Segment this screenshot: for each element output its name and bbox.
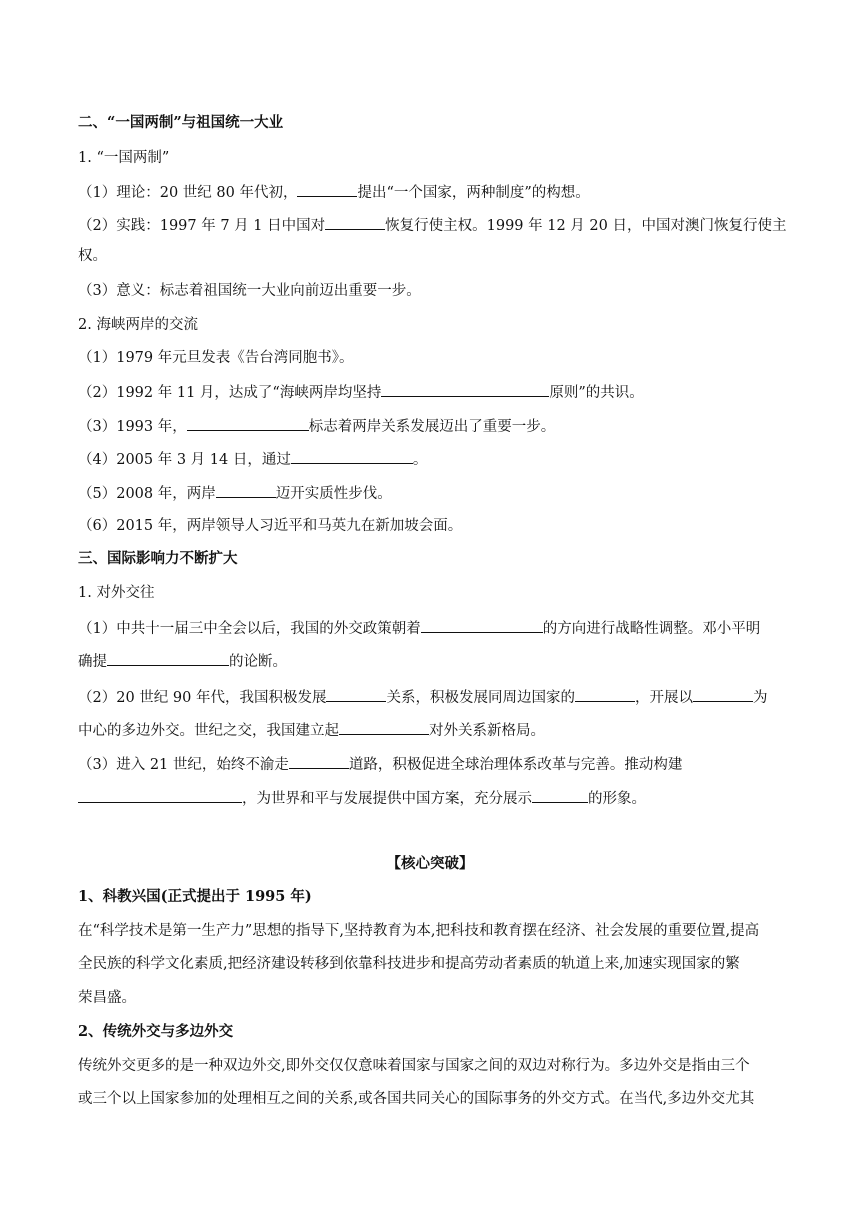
fill-blank[interactable] xyxy=(381,381,549,397)
item-1990s-diplomacy xyxy=(78,686,782,708)
text: 道路，积极促进全球治理体系改革与完善。推动构建 xyxy=(348,757,683,773)
fill-blank[interactable] xyxy=(532,787,588,803)
item-1993 xyxy=(78,415,782,437)
point-heading-diplomacy-types: 2、传统外交与多边外交 xyxy=(78,1023,234,1040)
item-2005 xyxy=(78,448,782,470)
subheading-cross-strait-exchange: 2. 海峡两岸的交流 xyxy=(78,317,198,333)
item-1992 xyxy=(78,381,782,403)
text: 的论断。 xyxy=(229,654,287,670)
text: （5）2008 年，两岸 xyxy=(78,486,216,502)
text: （2）1992 年 11 月，达成了“海峡两岸均坚持 xyxy=(78,385,382,401)
fill-blank[interactable] xyxy=(325,214,385,230)
text: （3）1993 年， xyxy=(78,419,187,435)
text: （1）理论：20 世纪 80 年代初， xyxy=(78,185,298,201)
text: 迈开实质性步伐。 xyxy=(275,486,392,502)
text: 恢复行使主权。1999 年 12 月 20 日，中国对澳门恢复行使主 xyxy=(385,218,787,234)
fill-blank[interactable] xyxy=(216,482,276,498)
text: 标志着两岸关系发展迈出了重要一步。 xyxy=(308,419,556,435)
fill-blank[interactable] xyxy=(326,686,386,702)
text: 的方向进行战略性调整。邓小平明 xyxy=(542,621,761,637)
text: （1）中共十一届三中全会以后，我国的外交政策朝着 xyxy=(78,621,421,637)
fill-blank[interactable] xyxy=(575,686,635,702)
text: 原则”的共识。 xyxy=(549,385,644,401)
item-1979: （1）1979 年元旦发表《告台湾同胞书》。 xyxy=(78,350,354,366)
fill-blank[interactable] xyxy=(421,617,543,633)
text: （3）进入 21 世纪，始终不渝走 xyxy=(78,757,289,773)
fill-blank[interactable] xyxy=(289,753,349,769)
text: 提出“一个国家，两种制度”的构想。 xyxy=(357,185,590,201)
fill-blank[interactable] xyxy=(78,787,242,803)
fill-blank[interactable] xyxy=(297,181,357,197)
point-heading-science-education: 1、科教兴国(正式提出于 1995 年) xyxy=(78,888,312,905)
subheading-one-country-two-systems: 1. “一国两制” xyxy=(78,150,170,166)
paragraph-line: 传统外交更多的是一种双边外交,即外交仅仅意味着国家与国家之间的双边对称行为。多边外交是指由三个 xyxy=(78,1058,750,1074)
text: 。 xyxy=(412,452,428,468)
item-practice-continued: 权。 xyxy=(78,248,107,264)
paragraph-line: 或三个以上国家参加的处理相互之间的关系,或各国共同关心的国际事务的外交方式。在当代,多边外交尤其 xyxy=(78,1091,755,1107)
text: （2）实践：1997 年 7 月 1 日中国对 xyxy=(78,218,326,234)
text: ，开展以 xyxy=(634,690,693,706)
item-21st-century-diplomacy xyxy=(78,753,782,775)
fill-blank[interactable] xyxy=(339,719,429,735)
section-heading-one-country-two-systems: 二、“一国两制”与祖国统一大业 xyxy=(78,114,284,131)
text: 确提 xyxy=(78,654,107,670)
item-21st-century-diplomacy-continued xyxy=(78,787,782,809)
text: 中心的多边外交。世纪之交，我国建立起 xyxy=(78,723,339,739)
item-significance: （3）意义：标志着祖国统一大业向前迈出重要一步。 xyxy=(78,283,421,299)
subheading-foreign-relations: 1. 对外交往 xyxy=(78,585,155,601)
item-theory xyxy=(78,181,782,203)
item-reform-era-diplomacy-continued xyxy=(78,650,782,672)
section-heading-international-influence: 三、国际影响力不断扩大 xyxy=(78,550,238,567)
text: ，为世界和平与发展提供中国方案，充分展示 xyxy=(242,791,532,807)
fill-blank[interactable] xyxy=(107,650,229,666)
paragraph-line: 全民族的科学文化素质,把经济建设转移到依靠科技进步和提高劳动者素质的轨道上来,加速实现国家的繁 xyxy=(78,956,740,972)
text: 关系，积极发展同周边国家的 xyxy=(386,690,575,706)
text: 的形象。 xyxy=(588,791,646,807)
text: （4）2005 年 3 月 14 日，通过 xyxy=(78,452,291,468)
item-2008 xyxy=(78,482,782,504)
fill-blank[interactable] xyxy=(187,415,309,431)
fill-blank[interactable] xyxy=(693,686,753,702)
text: （2）20 世纪 90 年代，我国积极发展 xyxy=(78,690,327,706)
item-practice xyxy=(78,214,787,236)
item-2015: （6）2015 年，两岸领导人习近平和马英九在新加坡会面。 xyxy=(78,518,463,534)
item-1990s-diplomacy-continued xyxy=(78,719,782,741)
core-breakthrough-title: 【核心突破】 xyxy=(386,855,474,872)
paragraph-line: 在“科学技术是第一生产力”思想的指导下,坚持教育为本,把科技和教育摆在经济、社会发展的重要位置,提高 xyxy=(78,923,760,939)
text: 为 xyxy=(752,690,768,706)
text: 对外关系新格局。 xyxy=(429,723,545,739)
paragraph-line: 荣昌盛。 xyxy=(78,990,136,1006)
fill-blank[interactable] xyxy=(291,448,413,464)
item-reform-era-diplomacy xyxy=(78,617,782,639)
